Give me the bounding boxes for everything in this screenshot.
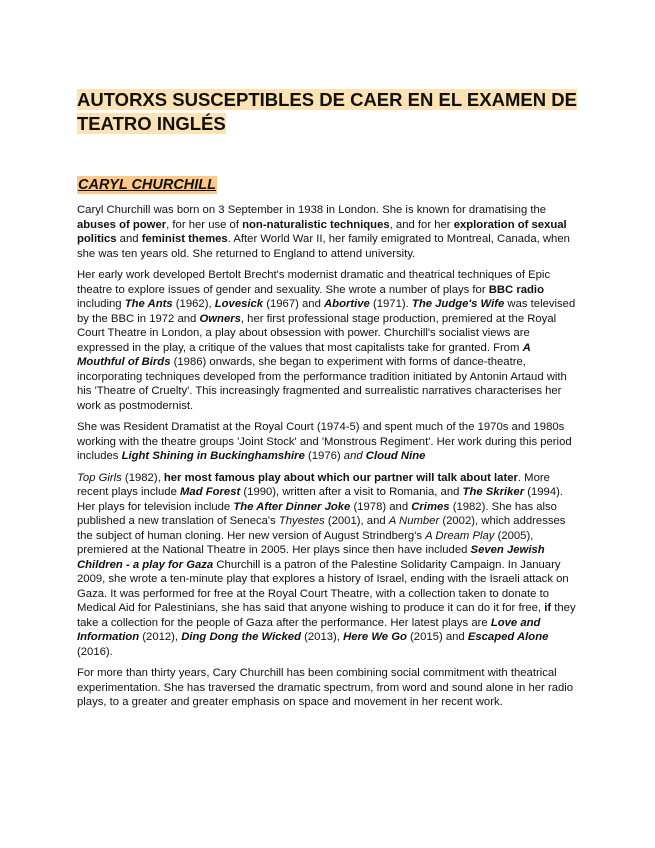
italic-text: Top Girls	[77, 471, 122, 484]
text-run: . After World War II, her family emigrated to Montreal, Canada, when she was ten years old. She returned to England to attend university.	[77, 233, 570, 260]
article-body	[77, 203, 580, 717]
text-run: , her first professional stage production, premiered at the Royal Court Theatre in London, a play about obsession with power. Churchill's socialist views are expressed in the play, a critique of the values that most capitalists take for granted. From	[77, 312, 557, 354]
italic-text: A Dream Play	[425, 529, 495, 542]
text-run: including	[77, 298, 125, 310]
text-run: (2013),	[301, 631, 344, 643]
page-title	[77, 88, 577, 136]
text-run: , and for her	[389, 218, 454, 231]
author-heading	[77, 176, 217, 195]
work-title: Crimes	[411, 500, 450, 513]
work-title: Seven Jewish Children - a play for Gaza	[77, 544, 545, 571]
text-run: (1990), written after a visit to Romania, and	[240, 486, 463, 498]
text-run: (2005), premiered at the National Theatre in 2005. Her plays since then have included	[77, 529, 534, 556]
bold-text: abuses of power	[77, 218, 167, 231]
title-highlight: AUTORXS SUSCEPTIBLES DE CAER EN EL EXAMEN DE TEATRO INGLÉS	[77, 89, 577, 134]
paragraph	[77, 268, 580, 413]
text-run: (2002), which addresses the subject of human cloning. Her new version of August Strindberg's	[77, 515, 566, 542]
paragraph	[77, 471, 580, 660]
italic-text: Thyestes	[278, 515, 325, 527]
text-run: (1976)	[304, 450, 344, 462]
work-title: Love and Information	[77, 616, 541, 643]
italic-text: and	[343, 450, 363, 462]
paragraph	[77, 666, 580, 710]
author-name: CARYL CHURCHILL	[78, 177, 217, 193]
text-run: Her early work developed Bertolt Brecht's modernist dramatic and theatrical techniques of Epic theatre to explore issues of gender and sexuality. She wrote a number of plays for	[77, 269, 551, 296]
text-run: was televised by the BBC in 1972 and	[77, 298, 576, 325]
work-title: Light Shining in Buckinghamshire	[121, 450, 305, 462]
work-title: Abortive	[324, 298, 370, 310]
text-run: they take a collection for the people of Gaza after the performance. Her latest plays are	[77, 602, 576, 629]
text-run: (1971).	[369, 298, 412, 310]
work-title: A Mouthful of Birds	[77, 341, 531, 368]
text-run: Caryl Churchill was born on 3 September in 1938 in London. She is known for dramatising the	[77, 204, 547, 216]
bold-text: exploration of sexual politics	[77, 218, 567, 245]
text-run: (2001), and	[324, 515, 389, 527]
paragraph	[77, 420, 580, 464]
work-title: Here We Go	[343, 631, 407, 643]
text-run: (1986) onwards, she began to experiment with forms of dance-theatre, incorporating techniques developed from the performance tradition initiated by Antonin Artaud with his 'Theatre of Cruelty'. This increasingly fragmented and surrealistic narratives characterises her work as postmodernist.	[77, 356, 567, 412]
work-title: The Judge's Wife	[411, 298, 505, 310]
text-run: Churchill is a patron of the Palestine Solidarity Campaign. In January 2009, she wrote a ten-minute play that explores a history of Israel, ending with the Israeli attack on Gaza. It was performed for free at the Royal Court Theatre, with a collection taken to donate to Medical Aid for Palestinians, she has said that anyone wishing to produce it can do it for free,	[77, 558, 569, 614]
work-title: Lovesick	[214, 298, 264, 310]
work-title: Owners	[199, 312, 241, 325]
text-run: (1978) and	[350, 500, 412, 513]
text-run: (2012),	[139, 631, 182, 643]
text-run: (1962),	[172, 298, 215, 310]
work-title: Escaped Alone	[467, 631, 549, 643]
text-run: . More recent plays include	[77, 471, 550, 498]
text-run: (1967) and	[263, 298, 325, 310]
work-title: The After Dinner Joke	[233, 500, 351, 513]
text-run: (1982). She has also published a new translation of Seneca's	[77, 500, 557, 527]
italic-text: A Number	[388, 515, 440, 527]
text-run: and	[116, 233, 142, 245]
text-run: , for her use of	[166, 218, 243, 231]
work-title: Cloud Nine	[365, 450, 426, 462]
bold-text: non-naturalistic techniques	[242, 218, 390, 231]
text-run: She was Resident Dramatist at the Royal Court (1974-5) and spent much of the 1970s and 1980s working with the theatre groups 'Joint Stock' and 'Monstrous Regiment'. Her work during this period includes	[77, 421, 572, 462]
work-title: The Ants	[124, 298, 173, 310]
work-title: Ding Dong the Wicked	[181, 631, 301, 643]
text-run: (1982),	[121, 471, 164, 484]
text-run: (2015) and	[406, 631, 468, 643]
text-run: (2016).	[77, 645, 113, 658]
bold-text: if	[544, 602, 552, 614]
text-run: (1994). Her plays for television include	[77, 486, 564, 513]
work-title: Mad Forest	[180, 486, 241, 498]
text-run: For more than thirty years, Cary Churchill has been combining social commitment with theatrical experimentation. She has traversed the dramatic spectrum, from word and sound alone in her radio plays, to a greater and greater emphasis on space and movement in her recent work.	[77, 667, 574, 708]
bold-text: BBC radio	[488, 283, 544, 296]
bold-text: feminist themes	[141, 233, 228, 245]
work-title: The Skriker	[462, 486, 525, 498]
paragraph	[77, 203, 580, 261]
bold-text: her most famous play about which our partner will talk about later	[163, 471, 518, 484]
